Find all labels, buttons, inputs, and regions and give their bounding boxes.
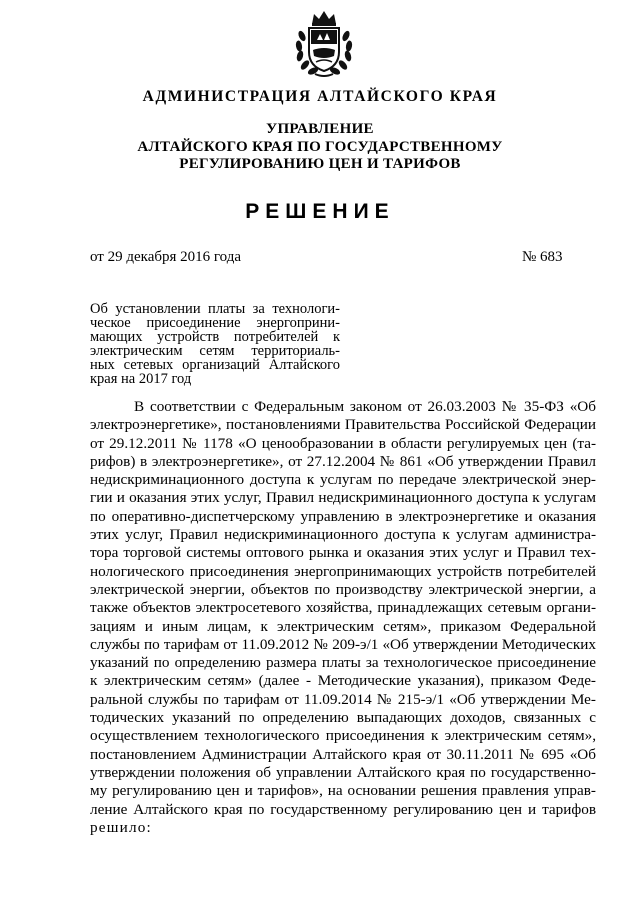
administration-heading: АДМИНИСТРАЦИЯ АЛТАЙСКОГО КРАЯ [142, 88, 498, 105]
body-line: тодических указаний по определению выпадающих доходов, связанных с [90, 709, 596, 727]
body-line: постановлением Администрации Алтайского края от 30.11.2011 № 695 «Об [90, 745, 596, 763]
department-line: УПРАВЛЕНИЕ [266, 121, 374, 137]
document-subject [90, 302, 340, 386]
body-line: тора торговой системы оптового рынка и оказания этих услуг и Правил тех- [90, 544, 596, 562]
body-line: зациям и иным лицам, к электрическим сетям», приказом Федеральной [90, 617, 596, 635]
body-line: гии и оказания этих услуг, Правил недискриминационного доступа к услугам [90, 489, 596, 507]
subject-line: края на 2017 год [90, 371, 192, 387]
document-body [90, 398, 596, 837]
department-line: АЛТАЙСКОГО КРАЯ ПО ГОСУДАРСТВЕННОМУ [137, 138, 503, 155]
body-line: В соответствии с Федеральным законом от 26.03.2003 № 35-ФЗ «Об [134, 398, 596, 415]
department-line: РЕГУЛИРОВАНИЮ ЦЕН И ТАРИФОВ [179, 156, 461, 172]
body-line: ление Алтайского края по государственному регулированию цен и тарифов [90, 800, 596, 818]
subject-line: ческое присоединение энергоприни- [90, 315, 340, 331]
body-line: этих услуг, Правил недискриминационного доступа к услугам администра- [90, 526, 596, 544]
body-line: электрической энергии, объектов по производству электрической энергии, а [90, 580, 596, 598]
department-heading [0, 121, 640, 174]
body-line: также объектов электросетевого хозяйства, принадлежащих сетевым органи- [90, 599, 596, 617]
document-date: от 29 декабря 2016 года [90, 249, 242, 265]
body-line: му регулированию цен и тарифов», на основании решения правления управ- [90, 782, 596, 800]
body-line: от 29.12.2011 № 1178 «О ценообразовании в области регулируемых цен (та- [90, 434, 596, 452]
document-type-title: РЕШЕНИЕ [245, 200, 395, 223]
body-line: указаний по определению размера платы за технологическое присоединение [90, 654, 596, 672]
document-number: № 683 [522, 249, 563, 265]
body-line: решило: [90, 818, 152, 836]
subject-line: ных сетевых организаций Алтайского [90, 357, 340, 373]
body-line: службы по тарифам от 11.09.2012 № 209-э/1 «Об утверждении Методических [90, 635, 596, 653]
body-line: рифов) в электроэнергетике», от 27.12.2004 № 861 «Об утверждении Правил [90, 452, 596, 470]
body-line: утверждении положения об управлении Алтайского края по государственно- [90, 763, 596, 781]
subject-line: мающих устройств потребителей к [90, 329, 340, 345]
body-line: по оперативно-диспетчерскому управлению в электроэнергетике и оказания [90, 507, 596, 525]
body-line: недискриминационного доступа к услугам по передаче электрической энер- [90, 471, 596, 489]
coat-of-arms-icon [293, 8, 355, 78]
body-line: нологического присоединения энергопринимающих устройств потребителей [90, 562, 596, 580]
subject-line: электрическим сетям территориаль- [90, 343, 340, 359]
body-line: ральной службы по тарифам от 11.09.2014 № 215-э/1 «Об утверждении Ме- [90, 690, 596, 708]
body-line: к электрическим сетям» (далее - Методические указания), приказом Феде- [90, 672, 596, 690]
body-line: электроэнергетике», постановлениями Правительства Российской Федерации [90, 416, 596, 434]
subject-line: Об установлении платы за технологи- [90, 301, 340, 317]
body-line: осуществлением технологического присоединения к электрическим сетям», [90, 727, 596, 745]
